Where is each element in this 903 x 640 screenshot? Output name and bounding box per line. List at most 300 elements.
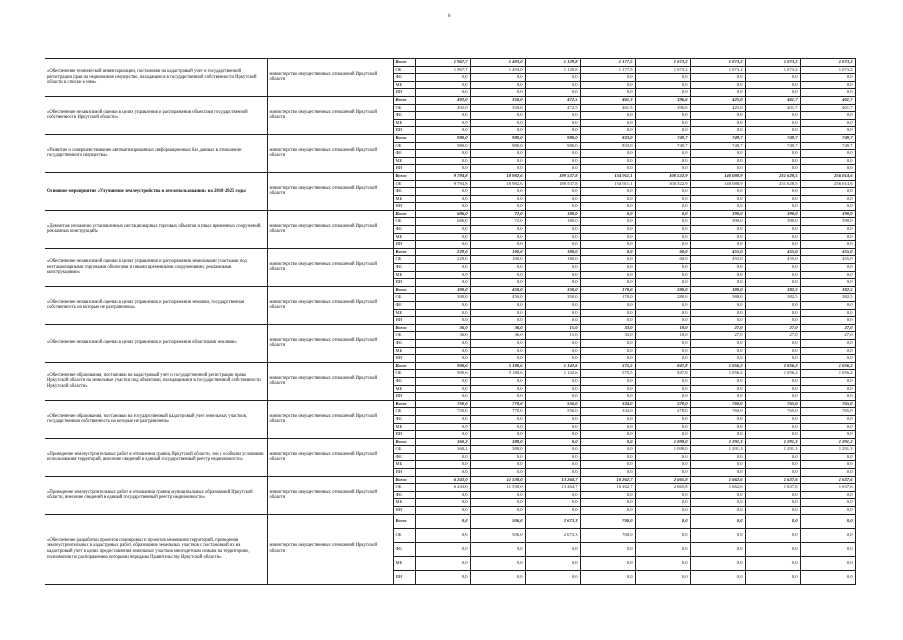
amount-cell: 280,0 <box>635 294 690 302</box>
amount-cell: 0,0 <box>745 507 800 515</box>
funding-source-label: МБ <box>393 157 415 165</box>
amount-cell: 0,0 <box>690 385 745 393</box>
amount-cell: 0,0 <box>470 195 525 203</box>
amount-cell: 770,0 <box>470 400 525 408</box>
funding-source-label: ИИ <box>393 203 415 211</box>
responsible-executor: министерство имущественных отношений Иркутской области <box>267 286 393 324</box>
amount-cell: 0,0 <box>690 491 745 499</box>
amount-cell: 0,0 <box>690 119 745 127</box>
amount-cell: 0,0 <box>580 309 635 317</box>
amount-cell: 0,0 <box>635 355 690 363</box>
amount-cell: 0,0 <box>800 233 855 241</box>
amount-cell: 749,7 <box>800 134 855 142</box>
amount-cell: 425,0 <box>690 96 745 104</box>
amount-cell: 0,0 <box>635 302 690 310</box>
amount-cell: 9 794,8 <box>415 172 470 180</box>
table-row <box>45 96 855 104</box>
amount-cell: 0,0 <box>745 112 800 120</box>
amount-cell: 140 088,9 <box>690 172 745 180</box>
amount-cell: 0,0 <box>800 203 855 211</box>
amount-cell: 0,0 <box>525 119 580 127</box>
responsible-executor: министерство имущественных отношений Иркутской области <box>267 248 393 286</box>
amount-cell: 0,0 <box>690 195 745 203</box>
funding-source-label: Всего <box>393 286 415 294</box>
amount-cell: 0,0 <box>800 112 855 120</box>
amount-cell: 0,0 <box>580 446 635 454</box>
amount-cell: 0,0 <box>580 218 635 226</box>
amount-cell: 0,0 <box>470 507 525 515</box>
amount-cell: 1 637,6 <box>800 476 855 484</box>
amount-cell: 0,0 <box>525 423 580 431</box>
amount-cell: 0,0 <box>690 74 745 82</box>
amount-cell: 0,0 <box>415 339 470 347</box>
amount-cell: 0,0 <box>635 431 690 439</box>
amount-cell: 36,0 <box>415 324 470 332</box>
funding-source-label: ИИ <box>393 355 415 363</box>
funding-source-label: ФБ <box>393 74 415 82</box>
amount-cell: 229,0 <box>415 256 470 264</box>
amount-cell: 770,0 <box>470 408 525 416</box>
amount-cell: 0,0 <box>580 248 635 256</box>
amount-cell: 0,0 <box>525 81 580 89</box>
amount-cell: 1 073,2 <box>800 59 855 67</box>
amount-cell: 0,0 <box>415 528 470 542</box>
amount-cell: 980,0 <box>415 134 470 142</box>
amount-cell: 189 537,8 <box>525 172 580 180</box>
amount-cell: 0,0 <box>800 415 855 423</box>
amount-cell: 0,0 <box>415 507 470 515</box>
amount-cell: 455,0 <box>745 256 800 264</box>
amount-cell: 1 637,6 <box>745 484 800 492</box>
amount-cell: 380,0 <box>690 294 745 302</box>
amount-cell: 154 911,1 <box>580 180 635 188</box>
amount-cell: 0,0 <box>635 514 690 528</box>
amount-cell: 0,0 <box>635 415 690 423</box>
amount-cell: 0,0 <box>800 453 855 461</box>
amount-cell: 0,0 <box>580 355 635 363</box>
amount-cell: 189 537,8 <box>525 180 580 188</box>
amount-cell: 0,0 <box>470 119 525 127</box>
amount-cell: 0,0 <box>635 112 690 120</box>
amount-cell: 0,0 <box>525 112 580 120</box>
amount-cell: 1 291,3 <box>800 438 855 446</box>
amount-cell: 0,0 <box>470 491 525 499</box>
amount-cell: 0,0 <box>470 188 525 196</box>
table-row <box>45 514 855 528</box>
amount-cell: 506,0 <box>470 528 525 542</box>
amount-cell: 0,0 <box>745 157 800 165</box>
amount-cell: 0,0 <box>525 317 580 325</box>
amount-cell: 833,0 <box>580 142 635 150</box>
funding-source-label: ОБ <box>393 446 415 454</box>
amount-cell: 455,0 <box>690 256 745 264</box>
funding-source-label: Всего <box>393 438 415 446</box>
amount-cell: 0,0 <box>415 393 470 401</box>
amount-cell: 0,0 <box>415 347 470 355</box>
amount-cell: 0,0 <box>635 507 690 515</box>
amount-cell: 0,0 <box>745 339 800 347</box>
amount-cell: 0,0 <box>470 279 525 287</box>
amount-cell: 0,0 <box>415 226 470 234</box>
amount-cell: 0,0 <box>800 570 855 584</box>
amount-cell: 18 982,6 <box>470 180 525 188</box>
funding-source-label: МБ <box>393 385 415 393</box>
amount-cell: 0,0 <box>690 393 745 401</box>
amount-cell: 0,0 <box>635 317 690 325</box>
amount-cell: 0,0 <box>800 461 855 469</box>
amount-cell: 1 142,6 <box>525 370 580 378</box>
table-row <box>45 438 855 446</box>
amount-cell: 27,0 <box>690 324 745 332</box>
amount-cell: 980,0 <box>470 142 525 150</box>
amount-cell: 0,0 <box>690 203 745 211</box>
amount-cell: 0,0 <box>580 377 635 385</box>
funding-source-label: ОБ <box>393 218 415 226</box>
amount-cell: 1 098,0 <box>635 438 690 446</box>
amount-cell: 749,7 <box>690 142 745 150</box>
amount-cell: 0,0 <box>635 127 690 135</box>
amount-cell: 382,5 <box>800 294 855 302</box>
amount-cell: 0,0 <box>580 127 635 135</box>
amount-cell: 0,0 <box>580 339 635 347</box>
amount-cell: 278,0 <box>635 400 690 408</box>
amount-cell: 0,0 <box>470 347 525 355</box>
amount-cell: 1 073,2 <box>635 59 690 67</box>
amount-cell: 0,0 <box>800 355 855 363</box>
amount-cell: 0,0 <box>635 210 690 218</box>
amount-cell: 765,0 <box>800 400 855 408</box>
amount-cell: 33,0 <box>580 324 635 332</box>
responsible-executor: министерство имущественных отношений Иркутской области <box>267 134 393 172</box>
amount-cell: 0,0 <box>580 264 635 272</box>
responsible-executor: министерство имущественных отношений Иркутской области <box>267 59 393 97</box>
responsible-executor: министерство имущественных отношений Иркутской области <box>267 172 393 210</box>
amount-cell: 1 291,3 <box>690 438 745 446</box>
amount-cell: 350,0 <box>470 96 525 104</box>
amount-cell: 0,0 <box>745 514 800 528</box>
amount-cell: 0,0 <box>415 355 470 363</box>
amount-cell: 0,0 <box>525 188 580 196</box>
measure-description: «Обеспечение независимой оценки в целях управления и распоряжения объектами государственной собственности Иркутской области» <box>45 96 267 134</box>
funding-source-label: ОБ <box>393 370 415 378</box>
amount-cell: 1 291,3 <box>690 446 745 454</box>
funding-source-label: ИИ <box>393 127 415 135</box>
amount-cell: 0,0 <box>415 570 470 584</box>
amount-cell: 0,0 <box>690 81 745 89</box>
amount-cell: 0,0 <box>415 74 470 82</box>
amount-cell: 1 098,0 <box>635 446 690 454</box>
amount-cell: 27,0 <box>800 324 855 332</box>
funding-source-label: ФБ <box>393 377 415 385</box>
amount-cell: 0,0 <box>525 461 580 469</box>
funding-source-label: ОБ <box>393 180 415 188</box>
amount-cell: 0,0 <box>690 226 745 234</box>
amount-cell: 0,0 <box>800 528 855 542</box>
amount-cell: 0,0 <box>470 302 525 310</box>
measure-description: «Развитие и совершенствование автоматизированных информационных баз данных в отношении государственного имущества» <box>45 134 267 172</box>
table-row <box>45 362 855 370</box>
amount-cell: 0,0 <box>745 309 800 317</box>
amount-cell: 0,0 <box>745 81 800 89</box>
funding-source-label: МБ <box>393 81 415 89</box>
funding-source-label: МБ <box>393 556 415 570</box>
funding-source-label: ИИ <box>393 241 415 249</box>
amount-cell: 13 264,7 <box>525 484 580 492</box>
funding-source-label: ФБ <box>393 150 415 158</box>
amount-cell: 0,0 <box>525 431 580 439</box>
amount-cell: 0,0 <box>635 195 690 203</box>
amount-cell: 0,0 <box>635 264 690 272</box>
amount-cell: 18 982,6 <box>470 172 525 180</box>
amount-cell: 0,0 <box>800 317 855 325</box>
amount-cell: 0,0 <box>580 415 635 423</box>
funding-source-label: ОБ <box>393 528 415 542</box>
amount-cell: 0,0 <box>525 446 580 454</box>
amount-cell: 1 967,7 <box>415 66 470 74</box>
amount-cell: 0,0 <box>470 112 525 120</box>
amount-cell: 0,0 <box>800 491 855 499</box>
amount-cell: 1 493,0 <box>470 59 525 67</box>
amount-cell: 390,0 <box>800 218 855 226</box>
amount-cell: 0,0 <box>525 385 580 393</box>
amount-cell: 492,0 <box>415 104 470 112</box>
amount-cell: 390,0 <box>745 210 800 218</box>
amount-cell: 0,0 <box>580 453 635 461</box>
amount-cell: 0,0 <box>470 393 525 401</box>
amount-cell: 0,0 <box>635 309 690 317</box>
amount-cell: 0,0 <box>745 195 800 203</box>
amount-cell: 1 129,8 <box>525 59 580 67</box>
amount-cell: 388,0 <box>470 438 525 446</box>
amount-cell: 0,0 <box>525 570 580 584</box>
amount-cell: 0,0 <box>415 469 470 477</box>
amount-cell: 382,5 <box>745 294 800 302</box>
amount-cell: 1 291,3 <box>745 438 800 446</box>
amount-cell: 0,0 <box>470 233 525 241</box>
amount-cell: 0,0 <box>690 302 745 310</box>
table-row <box>45 400 855 408</box>
amount-cell: 0,0 <box>800 157 855 165</box>
amount-cell: 180,0 <box>525 218 580 226</box>
amount-cell: 461,3 <box>580 104 635 112</box>
funding-source-label: МБ <box>393 423 415 431</box>
amount-cell: 0,0 <box>690 279 745 287</box>
funding-source-label: ФБ <box>393 264 415 272</box>
funding-source-label: Всего <box>393 324 415 332</box>
amount-cell: 0,0 <box>580 507 635 515</box>
funding-source-label: Всего <box>393 210 415 218</box>
amount-cell: 0,0 <box>525 74 580 82</box>
amount-cell: 0,0 <box>525 279 580 287</box>
amount-cell: 0,0 <box>635 528 690 542</box>
amount-cell: 0,0 <box>800 347 855 355</box>
table-row <box>45 324 855 332</box>
amount-cell: 180,0 <box>525 210 580 218</box>
amount-cell: 0,0 <box>635 218 690 226</box>
amount-cell: 900,6 <box>415 362 470 370</box>
amount-cell: 0,0 <box>635 542 690 556</box>
amount-cell: 0,0 <box>745 317 800 325</box>
amount-cell: 0,0 <box>690 150 745 158</box>
amount-cell: 6 243,0 <box>415 484 470 492</box>
amount-cell: 396,6 <box>635 96 690 104</box>
responsible-executor: министерство имущественных отношений Иркутской области <box>267 400 393 438</box>
amount-cell: 72,0 <box>470 210 525 218</box>
amount-cell: 455,0 <box>745 248 800 256</box>
amount-cell: 33,0 <box>580 332 635 340</box>
amount-cell: 749,7 <box>690 134 745 142</box>
amount-cell: 980,0 <box>525 142 580 150</box>
amount-cell: 0,0 <box>470 150 525 158</box>
responsible-executor: министерство имущественных отношений Иркутской области <box>267 514 393 584</box>
measure-description: «Обеспечение независимой оценки в целях управления и распоряжения земельными участками под нестационарными торговыми объектами и иными временными сооружениями, рекламными конструкциями» <box>45 248 267 286</box>
amount-cell: 401,7 <box>800 96 855 104</box>
amount-cell: 0,0 <box>580 165 635 173</box>
table-row <box>45 248 855 256</box>
amount-cell: 0,0 <box>580 119 635 127</box>
amount-cell: 0,0 <box>525 491 580 499</box>
amount-cell: 455,0 <box>800 248 855 256</box>
amount-cell: 0,0 <box>580 210 635 218</box>
amount-cell: 27,0 <box>800 332 855 340</box>
amount-cell: 0,0 <box>580 302 635 310</box>
funding-source-label: Всего <box>393 514 415 528</box>
amount-cell: 0,0 <box>580 203 635 211</box>
amount-cell: 0,0 <box>745 302 800 310</box>
amount-cell: 0,0 <box>415 556 470 570</box>
amount-cell: 0,0 <box>415 195 470 203</box>
amount-cell: 0,0 <box>470 317 525 325</box>
amount-cell: 278,0 <box>635 408 690 416</box>
amount-cell: 1 493,0 <box>470 66 525 74</box>
amount-cell: 0,0 <box>690 89 745 97</box>
amount-cell: 0,0 <box>470 461 525 469</box>
amount-cell: 0,0 <box>635 385 690 393</box>
amount-cell: 980,0 <box>470 134 525 142</box>
amount-cell: 401,7 <box>745 104 800 112</box>
amount-cell: 0,0 <box>800 499 855 507</box>
amount-cell: 0,0 <box>745 570 800 584</box>
amount-cell: 334,0 <box>580 408 635 416</box>
amount-cell: 382,5 <box>745 286 800 294</box>
funding-source-label: ФБ <box>393 302 415 310</box>
amount-cell: 170,0 <box>580 294 635 302</box>
amount-cell: 472,5 <box>525 96 580 104</box>
amount-cell: 0,0 <box>635 339 690 347</box>
amount-cell: 0,0 <box>745 74 800 82</box>
amount-cell: 0,0 <box>745 385 800 393</box>
amount-cell: 0,0 <box>690 241 745 249</box>
amount-cell: 0,0 <box>745 203 800 211</box>
amount-cell: 0,0 <box>470 203 525 211</box>
funding-source-label: Всего <box>393 172 415 180</box>
amount-cell: 980,0 <box>415 142 470 150</box>
funding-source-label: МБ <box>393 195 415 203</box>
amount-cell: 0,0 <box>690 542 745 556</box>
amount-cell: 0,0 <box>635 81 690 89</box>
amount-cell: 0,0 <box>525 507 580 515</box>
amount-cell: 0,0 <box>470 499 525 507</box>
amount-cell: 0,0 <box>415 499 470 507</box>
amount-cell: 390,0 <box>800 210 855 218</box>
amount-cell: 100,0 <box>470 248 525 256</box>
amount-cell: 556,0 <box>525 400 580 408</box>
amount-cell: 1 073,2 <box>745 59 800 67</box>
amount-cell: 1 056,2 <box>800 370 855 378</box>
amount-cell: 0,0 <box>745 165 800 173</box>
amount-cell: 300,0 <box>415 286 470 294</box>
amount-cell: 0,0 <box>415 423 470 431</box>
amount-cell: 5 180,6 <box>470 370 525 378</box>
amount-cell: 0,0 <box>415 415 470 423</box>
amount-cell: 180,0 <box>525 256 580 264</box>
funding-source-label: ОБ <box>393 104 415 112</box>
funding-source-label: ОБ <box>393 142 415 150</box>
amount-cell: 0,0 <box>415 150 470 158</box>
amount-cell: 0,0 <box>580 423 635 431</box>
amount-cell: 0,0 <box>415 431 470 439</box>
amount-cell: 0,0 <box>525 377 580 385</box>
amount-cell: 0,0 <box>635 491 690 499</box>
amount-cell: 0,0 <box>635 74 690 82</box>
amount-cell: 0,0 <box>525 453 580 461</box>
amount-cell: 506,0 <box>470 514 525 528</box>
amount-cell: 0,0 <box>635 203 690 211</box>
amount-cell: 0,0 <box>690 317 745 325</box>
measure-description: «Обеспечение разработки проектов планировки и проектов межевания территорий, проведения землеустроительных и кадастровых работ, образование земельных участков с постановкой их на кадастровый учет в целях предоставления земельных участков многодетным семьям на территориях, полномочия по распоряжению которыми переданы Правительству Иркутской области» <box>45 514 267 584</box>
amount-cell: 15,0 <box>525 332 580 340</box>
amount-cell: 15,0 <box>525 324 580 332</box>
amount-cell: 0,0 <box>525 165 580 173</box>
amount-cell: 396,6 <box>635 104 690 112</box>
measure-description: «Проведение землеустроительных работ в отношении границ муниципальных образований Иркутской области, внесение сведений в единый государственный реестр недвижимости» <box>45 476 267 514</box>
measure-description: «Обеспечение образования, постановки на кадастровый учет и государственной регистрации права Иркутской области на земельные участки под объектами, находящимися в государственной собственности Иркутской области» <box>45 362 267 400</box>
amount-cell: 0,0 <box>525 226 580 234</box>
amount-cell: 0,0 <box>525 469 580 477</box>
amount-cell: 9 794,8 <box>415 180 470 188</box>
amount-cell: 0,0 <box>580 271 635 279</box>
amount-cell: 1 177,5 <box>580 66 635 74</box>
amount-cell: 0,0 <box>580 491 635 499</box>
amount-cell: 0,0 <box>635 150 690 158</box>
amount-cell: 0,0 <box>470 431 525 439</box>
amount-cell: 760,0 <box>690 408 745 416</box>
amount-cell: 0,0 <box>800 377 855 385</box>
funding-source-label: ИИ <box>393 431 415 439</box>
amount-cell: 0,0 <box>800 271 855 279</box>
amount-cell: 154 911,1 <box>580 172 635 180</box>
page-number: 6 <box>448 14 451 19</box>
amount-cell: 0,0 <box>525 339 580 347</box>
responsible-executor: министерство имущественных отношений Иркутской области <box>267 438 393 476</box>
amount-cell: 10 262,7 <box>580 484 635 492</box>
amount-cell: 0,0 <box>745 355 800 363</box>
amount-cell: 0,0 <box>525 150 580 158</box>
amount-cell: 0,0 <box>635 347 690 355</box>
amount-cell: 180,0 <box>525 248 580 256</box>
amount-cell: 0,0 <box>580 195 635 203</box>
table-row <box>45 59 855 67</box>
amount-cell: 36,0 <box>470 332 525 340</box>
table-row <box>45 210 855 218</box>
amount-cell: 0,0 <box>690 157 745 165</box>
amount-cell: 0,0 <box>470 271 525 279</box>
amount-cell: 0,0 <box>745 347 800 355</box>
amount-cell: 0,0 <box>470 309 525 317</box>
amount-cell: 0,0 <box>415 165 470 173</box>
funding-source-label: ИИ <box>393 507 415 515</box>
amount-cell: 1 056,2 <box>690 370 745 378</box>
